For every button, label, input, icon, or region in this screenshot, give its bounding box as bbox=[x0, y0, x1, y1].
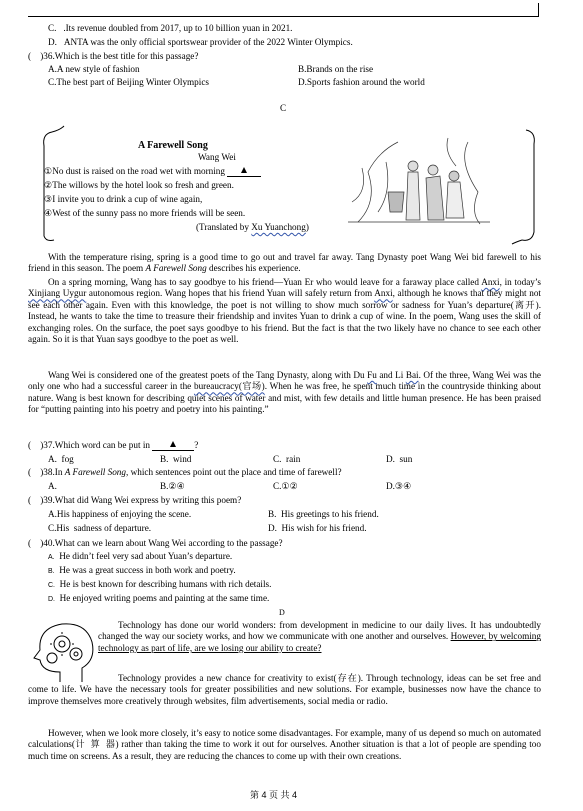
q37-blank bbox=[152, 441, 194, 451]
poem-line-2: ②The willows by the hotel look so fresh and green. bbox=[44, 180, 234, 190]
q39-option-d: D. His wish for his friend. bbox=[268, 523, 367, 533]
p2-text-a: On a spring morning, Wang has to say goodbye to his friend—Yuan Er who would leave for a faraway place called bbox=[48, 277, 482, 287]
poem-line-1 bbox=[44, 166, 261, 177]
q39-option-a: A.His happiness of enjoying the scene. bbox=[48, 509, 192, 519]
q40-option-a bbox=[48, 551, 232, 563]
p2-text-b: , in today’s bbox=[499, 277, 541, 287]
q37-stem bbox=[28, 440, 198, 451]
q40-option-b bbox=[48, 565, 236, 577]
q38-option-d: D.③④ bbox=[386, 481, 412, 491]
translator-prefix: (Translated by bbox=[196, 222, 252, 232]
poem-title: A Farewell Song bbox=[138, 140, 208, 151]
q37-option-d: D. sun bbox=[386, 454, 413, 464]
q38-option-b: B.②④ bbox=[160, 481, 185, 491]
d-p1-underlined: However, by welcoming technology as part of life, are we losing our ability to create? bbox=[98, 631, 541, 653]
q40-option-c bbox=[48, 579, 271, 591]
p3-text-d: . When he was free, he spent much time in the countryside thinking about nature. Wang is best known for describing quiet scenes of water and mist, with few details and little human presence. He has been praised for “putting painting into his poetry and poetry into his painting.” bbox=[28, 381, 541, 415]
q35-option-d: D. ANTA was the only official sportswear provider of the 2022 Winter Olympics. bbox=[48, 37, 353, 47]
q40-b-letter: B. bbox=[48, 568, 55, 575]
q40-text: What can we learn about Wang Wei according to the passage? bbox=[54, 538, 283, 548]
q40-d-letter: D. bbox=[48, 596, 55, 603]
q39-paren: ( )39. bbox=[28, 495, 55, 505]
p2-xinjiang: Xinjiang Uygur bbox=[28, 288, 87, 299]
q40-a-letter: A. bbox=[48, 554, 55, 561]
p2-text-d: , although he knows that they might not see each other again. Even with this knowledge, the poet is not willing to show much sorrow or sadness for Yuan’s departure(离开). Instead, he wants to take the time to treasure their friendship and invites Yuan to drink a cup of wine. In the poem, Wang uses the skill of exchanging roles. On the surface, the poet says goodbye to his friend. But the fact is that the two likely have no chance to see each other again. So it is that Yuan says goodbye to the poet as well. bbox=[28, 288, 541, 345]
header-rule-end bbox=[538, 3, 539, 17]
p3-bai: Bai bbox=[405, 370, 419, 380]
page-footer: 第 4 页 共 4 bbox=[250, 790, 298, 800]
d-p1-text: Technology has done our world wonders: from development in medicine to our daily lives. It has undoubtedly changed the way our society works, and how we communicate with one another and ourselves. bbox=[98, 620, 541, 642]
passage-c-paragraph-3 bbox=[28, 370, 541, 416]
poem-author: Wang Wei bbox=[198, 152, 236, 162]
q37-option-b: B. wind bbox=[160, 454, 192, 464]
q36-option-a: A.A new style of fashion bbox=[48, 64, 140, 74]
q39-stem bbox=[28, 495, 241, 506]
passage-d-paragraph-3: However, when we look more closely, it’s easy to notice some disadvantages. For example, many of us depend so much on automated calculations(计 算 器) rather than taking the time to work it out for ourselves. Another situation is that a lot of people are spending too much time on screens. As a result, they are reducing the chances to come up with their own creations. bbox=[28, 728, 541, 761]
q36-option-d: D.Sports fashion around the world bbox=[298, 77, 425, 87]
header-rule bbox=[28, 16, 538, 17]
p3-text-b: and Li bbox=[376, 370, 406, 380]
q38-stem bbox=[28, 467, 342, 478]
q36-paren: ( )36. bbox=[28, 51, 55, 61]
p1-text: With the temperature rising, spring is a good time to go out and travel far away. Tang Dynasty poet Wang Wei bid farewell to his friend in this season. The poem bbox=[28, 252, 541, 274]
blank-triangle-icon bbox=[241, 167, 247, 173]
translator-name: Xu Yuanchong bbox=[251, 222, 306, 232]
poem-line-4: ④West of the sunny pass no more friends will be seen. bbox=[44, 208, 246, 218]
q40-a-text: He didn’t feel very sad about Yuan’s departure. bbox=[59, 551, 233, 561]
q39-option-b: B. His greetings to his friend. bbox=[268, 509, 379, 519]
q40-option-d bbox=[48, 593, 269, 605]
poem-illustration bbox=[348, 132, 490, 226]
section-letter-c: C bbox=[280, 103, 287, 113]
translator-suffix: ) bbox=[305, 222, 309, 232]
passage-c-paragraph-2 bbox=[28, 277, 541, 345]
q37-triangle-icon bbox=[170, 441, 176, 447]
q36-option-c: C.The best part of Beijing Winter Olympics bbox=[48, 77, 209, 87]
passage-d-paragraph-1 bbox=[98, 620, 541, 654]
q40-c-text: He is best known for describing humans with rich details. bbox=[59, 579, 272, 589]
q39-option-c: C.His sadness of departure. bbox=[48, 523, 152, 533]
q35-option-c: C. .Its revenue doubled from 2017, up to 10 billion yuan in 2021. bbox=[48, 23, 293, 33]
q37-text: Which word can be put in bbox=[54, 440, 150, 450]
q40-c-letter: C. bbox=[48, 582, 55, 589]
poem-line-1-text: ①No dust is raised on the road wet with morning bbox=[44, 166, 225, 176]
q36-stem bbox=[28, 51, 198, 62]
q37-end: ? bbox=[194, 440, 199, 450]
p1-end: describes his experience. bbox=[206, 263, 301, 274]
q37-paren: ( )37. bbox=[28, 440, 55, 450]
p3-bureaucracy: bureaucracy(官场) bbox=[193, 381, 265, 392]
p3-text-c: . Of the three, Wang Wei was the only one who had a successful career in the bbox=[28, 370, 541, 392]
p2-anxi-2: Anxi bbox=[374, 288, 393, 299]
q37-option-a: A. fog bbox=[48, 454, 74, 464]
q38-option-a: A. bbox=[48, 481, 57, 491]
q40-d-text: He enjoyed writing poems and painting at the same time. bbox=[59, 593, 270, 603]
q36-option-b: B.Brands on the rise bbox=[298, 64, 374, 74]
q40-b-text: He was a great success in both work and poetry. bbox=[59, 565, 236, 575]
q38-text: , which sentences point out the place and time of farewell? bbox=[126, 467, 342, 477]
p3-fu: Fu bbox=[367, 370, 377, 380]
q38-paren: ( )38.In bbox=[28, 467, 65, 477]
q38-poem-title: A Farewell Song bbox=[64, 467, 126, 477]
p3-text-a: Wang Wei is considered one of the greatest poets of the Tang Dynasty, along with Du bbox=[48, 370, 368, 380]
section-letter-d: D bbox=[279, 608, 285, 617]
poem-line-3: ③I invite you to drink a cup of wine again, bbox=[44, 194, 203, 204]
passage-c-paragraph-1 bbox=[28, 252, 541, 275]
poem-translator bbox=[196, 222, 309, 233]
q40-stem bbox=[28, 538, 283, 549]
p1-poem-title: A Farewell Song bbox=[145, 263, 207, 274]
q40-paren: ( )40. bbox=[28, 538, 55, 548]
p2-anxi: Anxi bbox=[481, 277, 500, 287]
q38-option-c: C.①② bbox=[273, 481, 298, 491]
q39-text: What did Wang Wei express by writing this poem? bbox=[54, 495, 242, 505]
p2-text-c: autonomous region. Wang hopes that his friend Yuan will safely return from bbox=[86, 288, 375, 299]
poem-blank bbox=[227, 167, 261, 177]
q36-text: Which is the best title for this passage? bbox=[54, 51, 199, 61]
passage-d-paragraph-2: Technology provides a new chance for creativity to exist(存在). Through technology, ideas can be set free and come to life. We have the necessary tools for greater possibilities and new solutions. For example, businesses now have the chance to improve themselves more creatively through websites, film advertisements, social media or radio. bbox=[28, 673, 541, 706]
q37-option-c: C. rain bbox=[273, 454, 301, 464]
